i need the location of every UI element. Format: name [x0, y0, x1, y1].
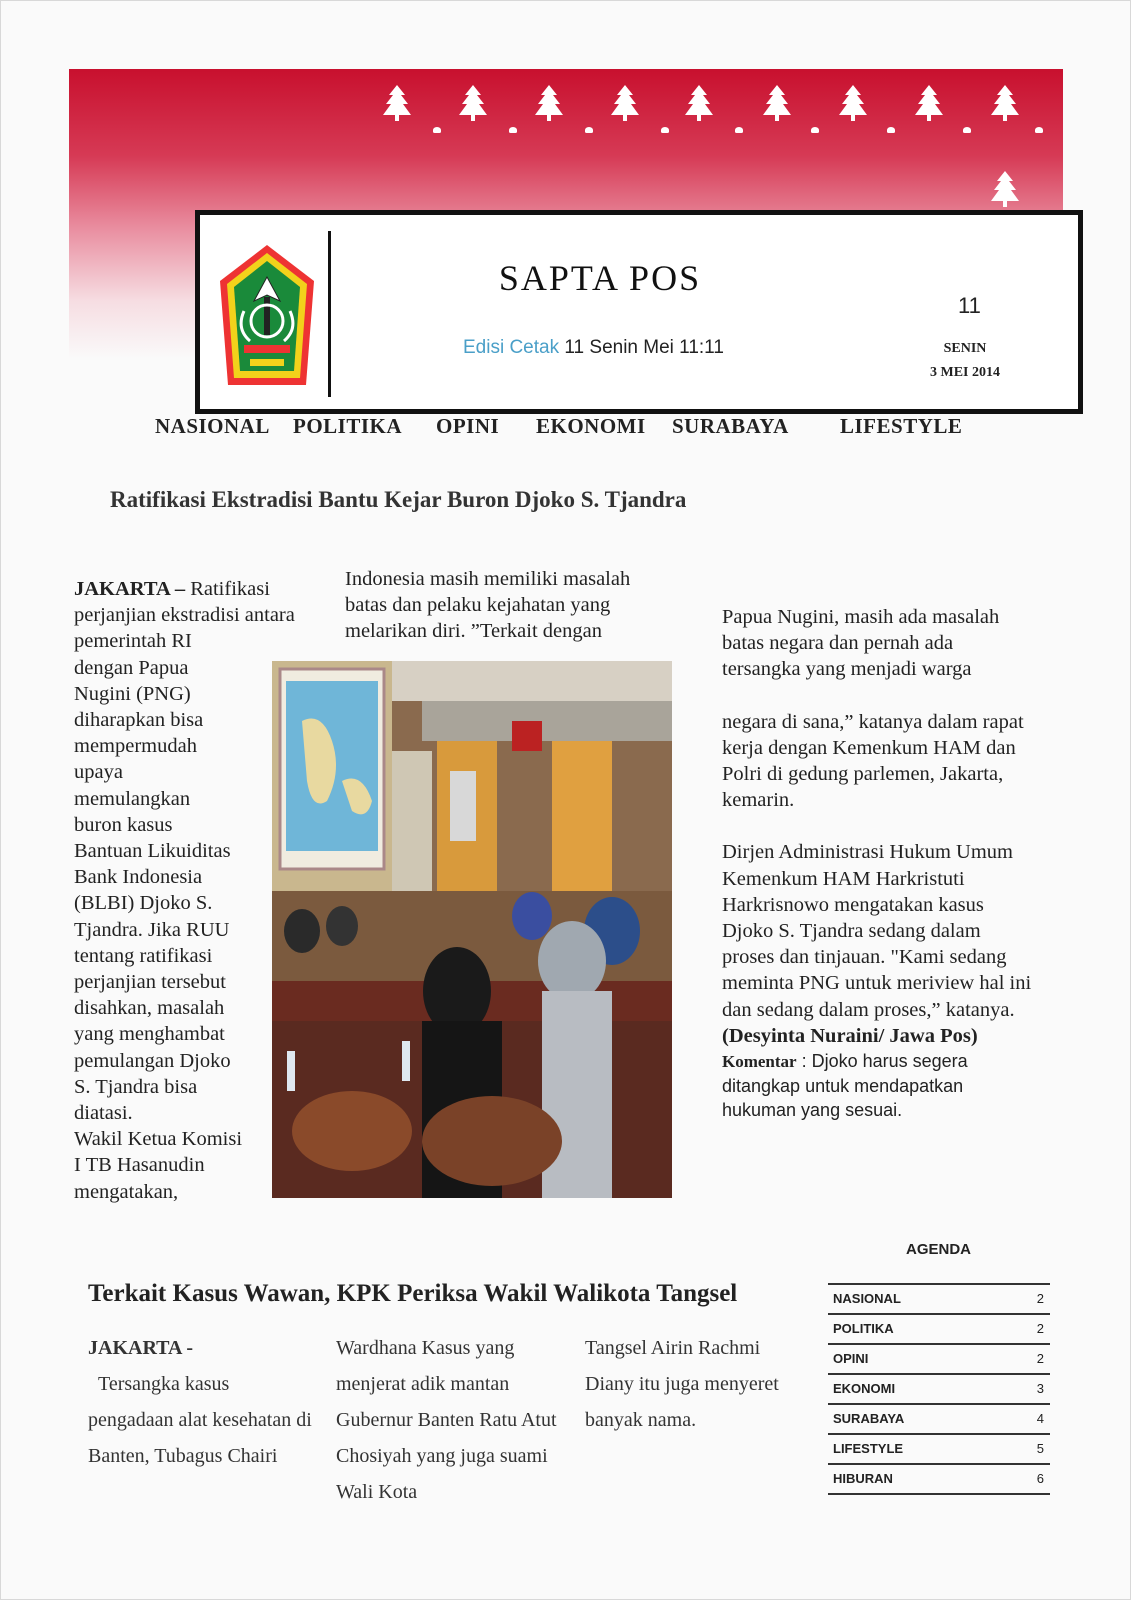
- header-banner: [69, 69, 1063, 380]
- agenda-page-number: 2: [1036, 1351, 1044, 1366]
- snow-dot: [735, 127, 743, 133]
- agenda-page-number: 5: [1036, 1441, 1044, 1456]
- issue-date-block: [890, 337, 1040, 385]
- snow-dot: [887, 127, 895, 133]
- article2-col1-text: Tersangka kasus pengadaan alat kesehatan di Banten, Tubagus Chairi: [88, 1373, 317, 1467]
- nav-surabaya[interactable]: SURABAYA: [672, 414, 789, 438]
- edition-line: [463, 337, 724, 359]
- masthead-divider: [328, 231, 331, 397]
- christmas-tree-icon: [987, 169, 1023, 209]
- article2-column-3: Tangsel Airin Rachmi Diany itu juga menyeret banyak nama.: [585, 1337, 779, 1431]
- agenda-row[interactable]: [828, 1315, 1050, 1345]
- agenda-row[interactable]: [828, 1375, 1050, 1405]
- christmas-tree-icon: [455, 83, 491, 123]
- section-nav: [0, 414, 1131, 444]
- newspaper-title: SAPTA POS: [498, 258, 702, 298]
- agenda-page-number: 6: [1036, 1471, 1044, 1486]
- article1-column-right: [722, 604, 1032, 1122]
- agenda-table: [828, 1283, 1050, 1495]
- article2-column-1: [88, 1330, 318, 1474]
- article1-left-more: Wakil Ketua Komisi I TB Hasanudin mengatakan,: [74, 1128, 243, 1203]
- agenda-row[interactable]: [828, 1285, 1050, 1315]
- agenda-section-name: POLITIKA: [833, 1321, 894, 1336]
- article1-right-p3: Dirjen Administrasi Hukum Umum Kemenkum HAM Harkristuti Harkrisnowo mengatakan kasus Djoko S. Tjandra sedang dalam proses dan tinjauan. "Kami sedang meminta PNG untuk meriview hal ini dan sedang dalam proses,” katanya.: [722, 841, 1032, 1021]
- agenda-section-name: HIBURAN: [833, 1471, 893, 1486]
- edition-number: 11: [958, 293, 981, 318]
- christmas-tree-icon: [531, 83, 567, 123]
- agenda-row[interactable]: [828, 1405, 1050, 1435]
- snow-dot: [661, 127, 669, 133]
- article1-headline[interactable]: Ratifikasi Ekstradisi Bantu Kejar Buron Djoko S. Tjandra: [110, 487, 687, 512]
- agenda-section-name: NASIONAL: [833, 1291, 901, 1306]
- article2-headline[interactable]: Terkait Kasus Wawan, KPK Periksa Wakil Walikota Tangsel: [88, 1280, 738, 1307]
- kediri-emblem-logo: [214, 241, 320, 391]
- agenda-page-number: 2: [1036, 1291, 1044, 1306]
- edition-text: 11 Senin Mei 11:11: [564, 337, 724, 358]
- christmas-tree-icon: [379, 83, 415, 123]
- article1-column-middle: Indonesia masih memiliki masalah batas dan pelaku kejahatan yang melarikan diri. ”Terkait dengan: [345, 568, 631, 643]
- nav-nasional[interactable]: NASIONAL: [155, 414, 270, 438]
- snow-dot: [433, 127, 441, 133]
- christmas-tree-icon: [987, 83, 1023, 123]
- article1-dateline: JAKARTA –: [74, 578, 186, 600]
- edition-label[interactable]: Edisi Cetak: [463, 337, 560, 358]
- snow-dot: [585, 127, 593, 133]
- nav-ekonomi[interactable]: EKONOMI: [536, 414, 646, 438]
- nav-politika[interactable]: POLITIKA: [293, 414, 403, 438]
- christmas-tree-icon: [681, 83, 717, 123]
- snow-dot: [1035, 127, 1043, 133]
- snow-dot: [811, 127, 819, 133]
- christmas-tree-icon: [607, 83, 643, 123]
- agenda-section-name: OPINI: [833, 1351, 869, 1366]
- issue-day: SENIN: [943, 341, 987, 356]
- article1-comment: [722, 1049, 1032, 1122]
- agenda-section-name: EKONOMI: [833, 1381, 896, 1396]
- agenda-row[interactable]: [828, 1345, 1050, 1375]
- comment-label: Komentar: [722, 1052, 797, 1072]
- article1-right-p3-wrap: [722, 839, 1032, 1049]
- snow-dot: [963, 127, 971, 133]
- masthead-box: [195, 210, 1083, 414]
- nav-opini[interactable]: OPINI: [436, 414, 500, 438]
- article2-dateline: JAKARTA -: [88, 1337, 194, 1359]
- issue-date: 3 MEI 2014: [930, 365, 1000, 380]
- christmas-tree-icon: [835, 83, 871, 123]
- article1-right-p1: Papua Nugini, masih ada masalah batas negara dan pernah ada tersangka yang menjadi warga: [722, 606, 1000, 681]
- comment-text: : Djoko harus segera ditangkap untuk mendapatkan hukuman yang sesuai.: [722, 1051, 968, 1121]
- agenda-section-name: LIFESTYLE: [833, 1441, 904, 1456]
- article1-byline: (Desyinta Nuraini/ Jawa Pos): [722, 1024, 978, 1047]
- agenda-page-number: 2: [1036, 1321, 1044, 1336]
- agenda-page-number: 3: [1036, 1381, 1044, 1396]
- article1-left-body: pemerintah RI dengan Papua Nugini (PNG) diharapkan bisa mempermudah upaya memulangkan buron kasus Bantuan Likuiditas Bank Indonesia (BLBI) Djoko S. Tjandra. Jika RUU tentang ratifikasi perjanjian tersebut disahkan, masalah yang menghambat pemulangan Djoko S. Tjandra bisa diatasi.: [74, 630, 231, 1125]
- article1-right-p2: negara di sana,” katanya dalam rapat kerja dengan Kemenkum HAM dan Polri di gedung parlemen, Jakarta, kemarin.: [722, 710, 1024, 812]
- agenda-title: AGENDA: [906, 1241, 972, 1258]
- article2-column-2: Wardhana Kasus yang menjerat adik mantan Gubernur Banten Ratu Atut Chosiyah yang juga suami Wali Kota: [336, 1337, 557, 1503]
- christmas-tree-icon: [911, 83, 947, 123]
- article1-lead: Ratifikasi perjanjian ekstradisi antara: [74, 578, 295, 627]
- agenda-page-number: 4: [1036, 1411, 1044, 1426]
- agenda-row[interactable]: [828, 1465, 1050, 1495]
- agenda-row[interactable]: [828, 1435, 1050, 1465]
- snow-dot: [509, 127, 517, 133]
- agenda-section-name: SURABAYA: [833, 1411, 905, 1426]
- nav-lifestyle[interactable]: LIFESTYLE: [840, 414, 963, 438]
- parliament-meeting-photo: [272, 661, 672, 1198]
- christmas-tree-icon: [759, 83, 795, 123]
